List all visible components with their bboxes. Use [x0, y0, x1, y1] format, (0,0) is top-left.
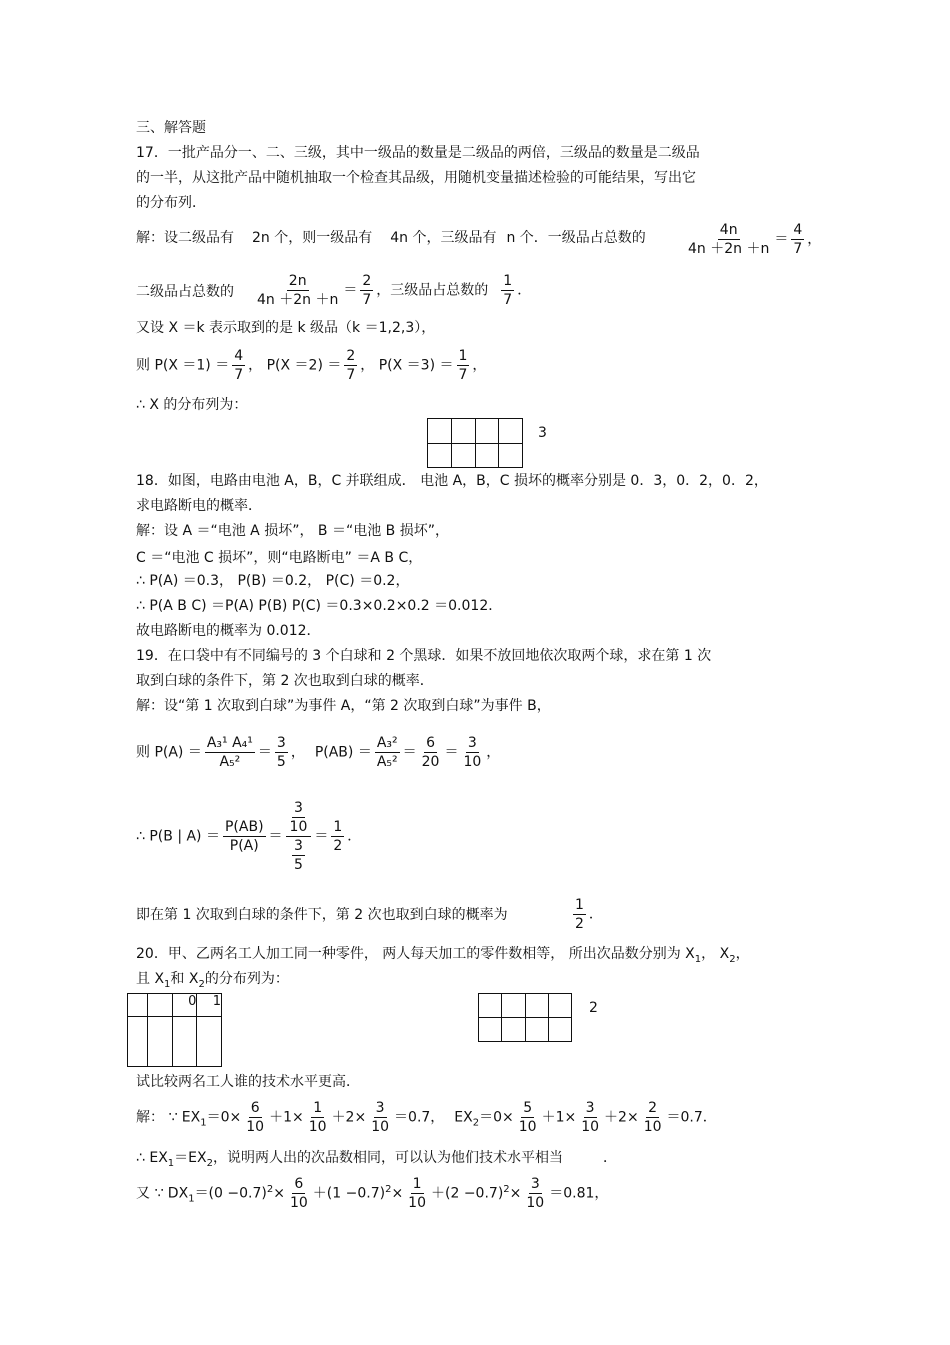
q18-sol2: C ＝“电池 C 损坏”，则“电路断电” ＝A B C，: [136, 550, 423, 566]
q17-solution-line: [136, 229, 646, 247]
fraction: $\frac{4}{7}$: [793, 222, 803, 257]
q17-line2: 的一半，从这批产品中随机抽取一个检查其品级，用随机变量描述检验的可能结果，写出它: [136, 170, 696, 186]
q19-conclusion: 即在第 1 次取到白球的条件下，第 2 次也取到白球的概率为: [136, 907, 508, 923]
q20-compare: 试比较两名工人谁的技术水平更高．: [136, 1074, 360, 1090]
q17-line3: 的分布列．: [136, 195, 206, 211]
q17-line1: 17．一批产品分一、二、三级，其中一级品的数量是二级品的两倍，三级品的数量是二级品: [136, 145, 700, 161]
fraction: $\frac{4n}{4n +2n +n}$: [688, 222, 770, 257]
fraction: $\frac{3}{10}$: [463, 735, 482, 770]
q20-line1: 20．甲、乙两名工人加工同一种零件， 两人每天加工的零件数相等， 所出次品数分别为 $X_1$， $X_2$，: [136, 946, 750, 965]
q18-line1: 18．如图，电路由电池 A，B，C 并联组成． 电池 A，B，C 损坏的概率分别是 0．3，0．2，0．2，: [136, 473, 768, 489]
table-cell: 1: [197, 994, 222, 1017]
q20-table-x1: [127, 993, 222, 1067]
fraction: $\frac{4}{7}$: [234, 348, 244, 383]
fraction: $\frac{6}{10}$: [246, 1100, 265, 1135]
q18-sol1: 解：设 A ＝“电池 A 损坏”， B ＝“电池 B 损坏”，: [136, 523, 449, 539]
q17-distribution-table: [427, 418, 523, 468]
fraction: $\frac{2}{10}$: [643, 1100, 662, 1135]
q18-sol4: ∴ P(A B C) ＝P(A) P(B) P(C) ＝0.3×0.2×0.2 ＝0.012．: [136, 598, 503, 614]
fraction: $\frac{6}{20}$: [421, 735, 440, 770]
q20-variance: 又 ∵ $DX_1=(0 -0.7)^2\times$ $\frac{6}{10}$ $+(1 -0.7)^2\times$ $\frac{1}{10}$ $+(2 -0.7)^2\times$ $\frac{3}{10}$ ＝0.81，: [136, 1176, 609, 1211]
q20-expectations: 解： ∵ $EX_1=0\times$ $\frac{6}{10}$ ＋1× $\frac{1}{10}$ ＋2× $\frac{3}{10}$ ＝0.7， $EX_2=0\times$ $\frac{5}{10}$ ＋1× $\frac{3}{10}$ ＋2× $\frac{2}{10}$ ＝0.7．: [136, 1100, 717, 1135]
fraction: $\frac{3}{5}$: [276, 735, 286, 770]
q19-sol1: 解：设“第 1 次取到白球”为事件 A，“第 2 次取到白球”为事件 B，: [136, 698, 551, 714]
fraction: $\frac{6}{10}$: [289, 1176, 308, 1211]
q17-sol-d: n 个．一级品占总数的: [506, 230, 646, 246]
fraction: $\frac{2}{7}$: [346, 348, 356, 383]
fraction: $\frac{3}{10}$: [526, 1176, 545, 1211]
q20-line2: 且 $X_1$和 $X_2$的分布列为：: [136, 971, 289, 990]
fraction: $\frac{P(AB)}{P(A)}$: [224, 819, 264, 854]
table-cell: 0: [172, 994, 197, 1017]
q17-fraction-second-grade: $\frac{2n}{4n +2n +n}$ ＝ $\frac{2}{7}$ ，三级品占总数的 $\frac{1}{7}$ ．: [257, 273, 532, 308]
q20-table-x2: [478, 993, 572, 1042]
q19-conditional-line: ∴ P(B | A) ＝ $\frac{P(AB)}{P(A)}$ ＝ $\frac{\frac{3}{10}}{\frac{3}{5}}$ ＝ $\frac{1}{2}$ ．: [136, 800, 362, 873]
fraction: $\frac{1}{7}$: [503, 273, 513, 308]
fraction: $\frac{2n}{4n +2n +n}$: [257, 273, 339, 308]
q17-sol-c: 4n 个，三级品有: [390, 230, 497, 246]
fraction: $\frac{1}{10}$: [408, 1176, 426, 1211]
fraction: $\frac{\text{A₃²}}{\text{A₅²}}$: [376, 735, 398, 770]
q17-second-grade-label: 二级品占总数的: [136, 284, 234, 300]
q19-line1: 19．在口袋中有不同编号的 3 个白球和 2 个黑球．如果不放回地依次取两个球，求在第 1 次: [136, 648, 712, 664]
q20-equal-expectation: ∴ $EX_1=EX_2$，说明两人出的次品数相同，可以认为他们技术水平相当 ．: [136, 1150, 617, 1169]
q17-sol-a: 解：设二级品有: [136, 230, 234, 246]
q18-line2: 求电路断电的概率．: [136, 498, 262, 514]
fraction: $\frac{1}{2}$: [575, 897, 584, 932]
fraction: $\frac{2}{7}$: [362, 273, 372, 308]
q19-conclusion-fraction: $\frac{1}{2}$ ．: [575, 897, 603, 932]
q17-let-x: 又设 X ＝k 表示取到的是 k 级品（k ＝1,2,3），: [136, 320, 436, 336]
q19-pa-pab-line: 则 P(A) ＝ $\frac{\text{A₃¹ A₄¹}}{\text{A₅²}}$ ＝ $\frac{3}{5}$ ， P(AB) ＝ $\frac{\text{A₃²}}{\text{A₅²}}$ ＝ $\frac{6}{20}$ ＝ $\frac{3}{10}$ ，: [136, 735, 501, 770]
q18-sol5: 故电路断电的概率为 0.012．: [136, 623, 321, 639]
q17-fraction-first-grade: $\frac{4n}{4n +2n +n}$ ＝ $\frac{4}{7}$ ，: [688, 222, 822, 257]
q20-table-side-label: 2: [589, 1000, 598, 1016]
q19-line2: 取到白球的条件下，第 2 次也取到白球的概率．: [136, 673, 434, 689]
fraction: $\frac{1}{7}$: [458, 348, 468, 383]
section-title: 三、解答题: [136, 120, 206, 136]
q17-distribution-label: ∴ X 的分布列为：: [136, 397, 248, 413]
fraction: $\frac{1}{10}$: [308, 1100, 327, 1135]
q18-sol3: ∴ P(A) ＝0.3， P(B) ＝0.2， P(C) ＝0.2，: [136, 573, 410, 589]
fraction: $\frac{3}{10}$: [371, 1100, 390, 1135]
fraction: $\frac{\text{A₃¹ A₄¹}}{\text{A₅²}}$: [206, 735, 253, 770]
q17-sol-b: 2n 个，则一级品有: [252, 230, 373, 246]
compound-fraction: $\frac{\frac{3}{10}}{\frac{3}{5}}$: [286, 800, 312, 873]
fraction: $\frac{5}{10}$: [518, 1100, 537, 1135]
fraction: $\frac{3}{10}$: [581, 1100, 600, 1135]
fraction: $\frac{1}{2}$: [333, 819, 343, 854]
q17-probabilities: 则 P(X ＝1) ＝ $\frac{4}{7}$ ， P(X ＝2) ＝ $\frac{2}{7}$ ， P(X ＝3) ＝ $\frac{1}{7}$ ，: [136, 348, 487, 383]
q17-table-side-label: 3: [538, 425, 547, 441]
